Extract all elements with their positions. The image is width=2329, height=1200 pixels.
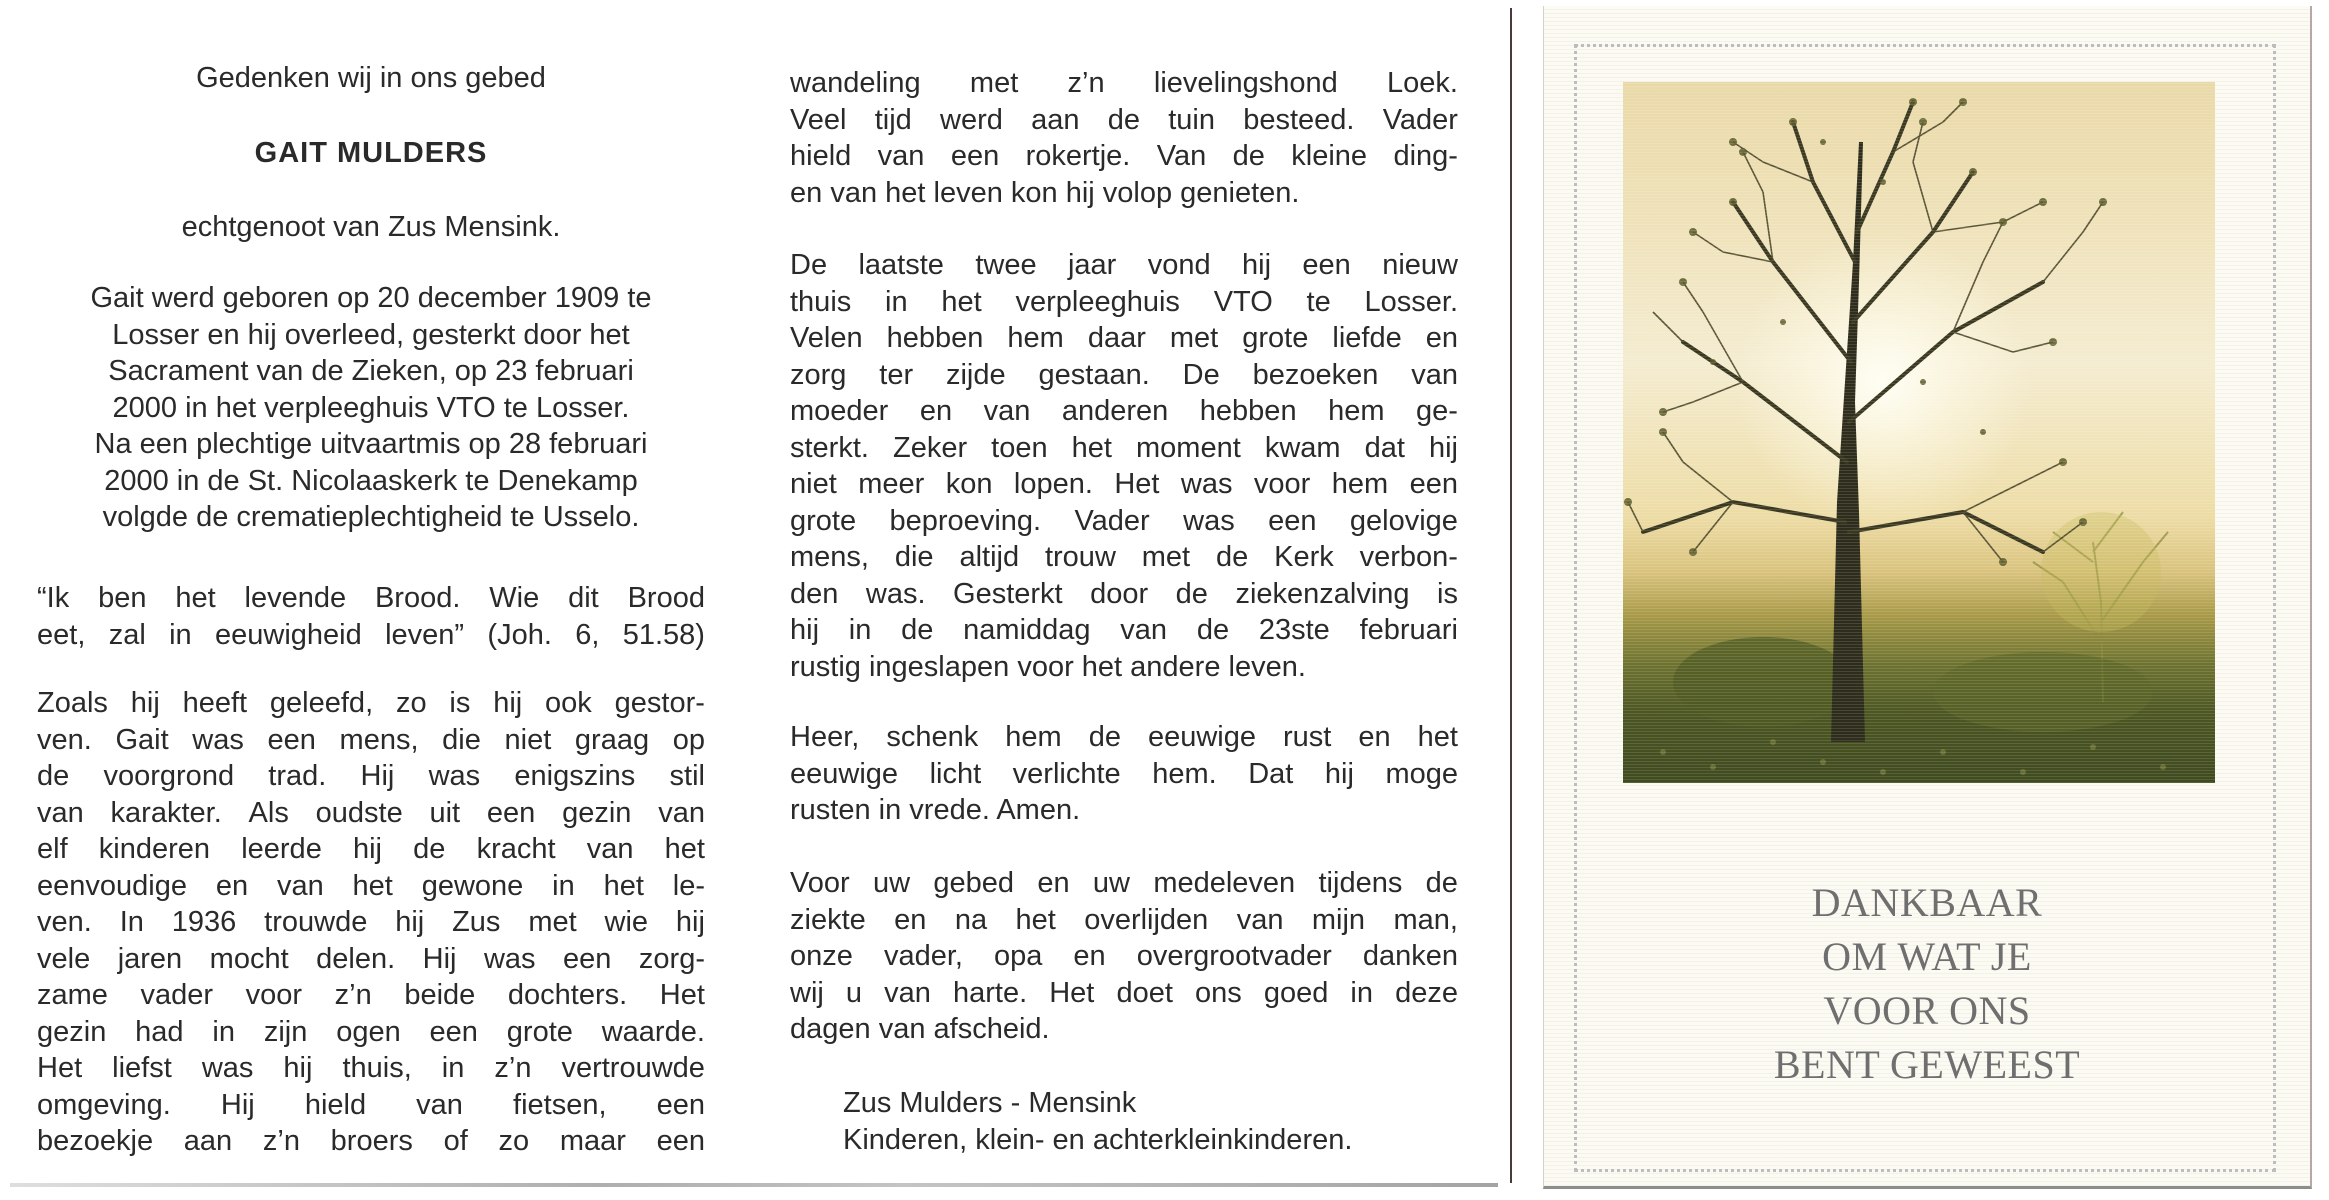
text-line: Veel tijd werd aan de tuin besteed. Vader — [790, 103, 1458, 136]
text-line: hield van een rokertje. Van de kleine ding- — [790, 140, 1458, 172]
text-line: hij in de namiddag van de 23ste februari — [790, 614, 1458, 646]
text-line: niet meer kon lopen. Het was voor hem een — [790, 468, 1458, 500]
card-message-line: DANKBAAR — [1811, 880, 2043, 925]
text-line: bezoekje aan z’n broers of zo maar een — [37, 1125, 705, 1157]
text-line: van karakter. Als oudste uit een gezin van — [37, 796, 705, 829]
spouse-line: echtgenoot van Zus Mensink. — [181, 211, 561, 243]
signature-name: Zus Mulders - Mensink — [843, 1087, 1137, 1119]
signature-block — [843, 1085, 1352, 1158]
text-line: “Ik ben het levende Brood. Wie dit Brood — [37, 582, 705, 614]
text-line: 2000 in het verpleeghuis VTO te Losser. — [112, 391, 630, 424]
text-line: Sacrament van de Zieken, op 23 februari — [108, 355, 634, 387]
memorial-card-front — [1543, 6, 2312, 1189]
last-years-paragraph — [790, 247, 1458, 685]
text-line: Voor uw gebed en uw medeleven tijdens de — [790, 867, 1458, 899]
thanks-paragraph — [790, 865, 1458, 1048]
text-line: Losser en hij overleed, gesterkt door het — [112, 318, 630, 351]
life-story-paragraph — [37, 685, 705, 1160]
text-line: eeuwige licht verlichte hem. Dat hij moge — [790, 757, 1458, 790]
text-line: Gait werd geboren op 20 december 1909 te — [90, 282, 652, 314]
text-line: De laatste twee jaar vond hij een nieuw — [790, 249, 1458, 281]
deceased-name: GAIT MULDERS — [254, 137, 488, 169]
text-line: wij u van harte. Het doet ons goed in deze — [790, 976, 1458, 1009]
text-line: grote beproeving. Vader was een gelovige — [790, 504, 1458, 537]
text-line: wandeling met z’n lievelingshond Loek. — [790, 67, 1458, 99]
text-line: rusten in vrede. Amen. — [790, 794, 1081, 826]
text-line: rustig ingeslapen voor het andere leven. — [790, 650, 1306, 683]
text-line: omgeving. Hij hield van fietsen, een — [37, 1088, 705, 1121]
prayer-paragraph — [790, 719, 1458, 829]
text-line: eenvoudige en van het gewone in het le- — [37, 869, 705, 902]
text-line: ven. In 1936 trouwde hij Zus met wie hij — [37, 906, 705, 938]
signature-family: Kinderen, klein- en achterkleinkinderen. — [843, 1123, 1353, 1156]
fold-divider — [1510, 8, 1512, 1183]
card-message-line: OM WAT JE — [1822, 934, 2032, 979]
memorial-heading: Gedenken wij in ons gebed — [196, 62, 546, 94]
text-line: mens, die altijd trouw met de Kerk verbon- — [790, 541, 1458, 573]
text-line: moeder en van anderen hebben hem ge- — [790, 395, 1458, 427]
text-line: zame vader voor z’n beide dochters. Het — [37, 979, 705, 1011]
text-line: Na een plechtige uitvaartmis op 28 februari — [94, 428, 648, 460]
text-line: sterkt. Zeker toen het moment kwam dat hij — [790, 431, 1458, 464]
scripture-quote — [37, 580, 705, 653]
text-line: thuis in het verpleeghuis VTO te Losser. — [790, 285, 1458, 318]
text-line: zorg ter zijde gestaan. De bezoeken van — [790, 358, 1458, 391]
card-message-line: VOOR ONS — [1823, 988, 2031, 1033]
text-line: den was. Gesterkt door de ziekenzalving is — [790, 577, 1458, 610]
biography-paragraph — [37, 280, 705, 536]
card-message — [1544, 876, 2310, 1092]
card-message-line: BENT GEWEEST — [1773, 1042, 2081, 1087]
text-line: elf kinderen leerde hij de kracht van het — [37, 833, 705, 865]
continuation-paragraph — [790, 65, 1458, 211]
text-line: de voorgrond trad. Hij was enigszins stil — [37, 760, 705, 792]
text-line: Zoals hij heeft geleefd, zo is hij ook gestor- — [37, 687, 705, 719]
text-line: ziekte en na het overlijden van mijn man, — [790, 903, 1458, 936]
tree-icon — [1623, 82, 2215, 783]
text-line: volgde de crematieplechtigheid te Usselo. — [102, 501, 640, 533]
text-line: Velen hebben hem daar met grote liefde en — [790, 322, 1458, 354]
text-line: dagen van afscheid. — [790, 1013, 1050, 1045]
text-line: eet, zal in eeuwigheid leven” (Joh. 6, 51.58) — [37, 618, 705, 651]
text-line: Het liefst was hij thuis, in z’n vertrouwde — [37, 1052, 705, 1084]
text-line: 2000 in de St. Nicolaaskerk te Denekamp — [104, 464, 638, 497]
text-line: gezin had in zijn ogen een grote waarde. — [37, 1015, 705, 1048]
text-line: en van het leven kon hij volop genieten. — [790, 176, 1300, 209]
text-line: ven. Gait was een mens, die niet graag op — [37, 723, 705, 756]
tree-photo — [1623, 82, 2215, 783]
text-line: onze vader, opa en overgrootvader danken — [790, 940, 1458, 972]
text-line: Heer, schenk hem de eeuwige rust en het — [790, 721, 1458, 753]
text-line: vele jaren mocht delen. Hij was een zorg- — [37, 942, 705, 975]
